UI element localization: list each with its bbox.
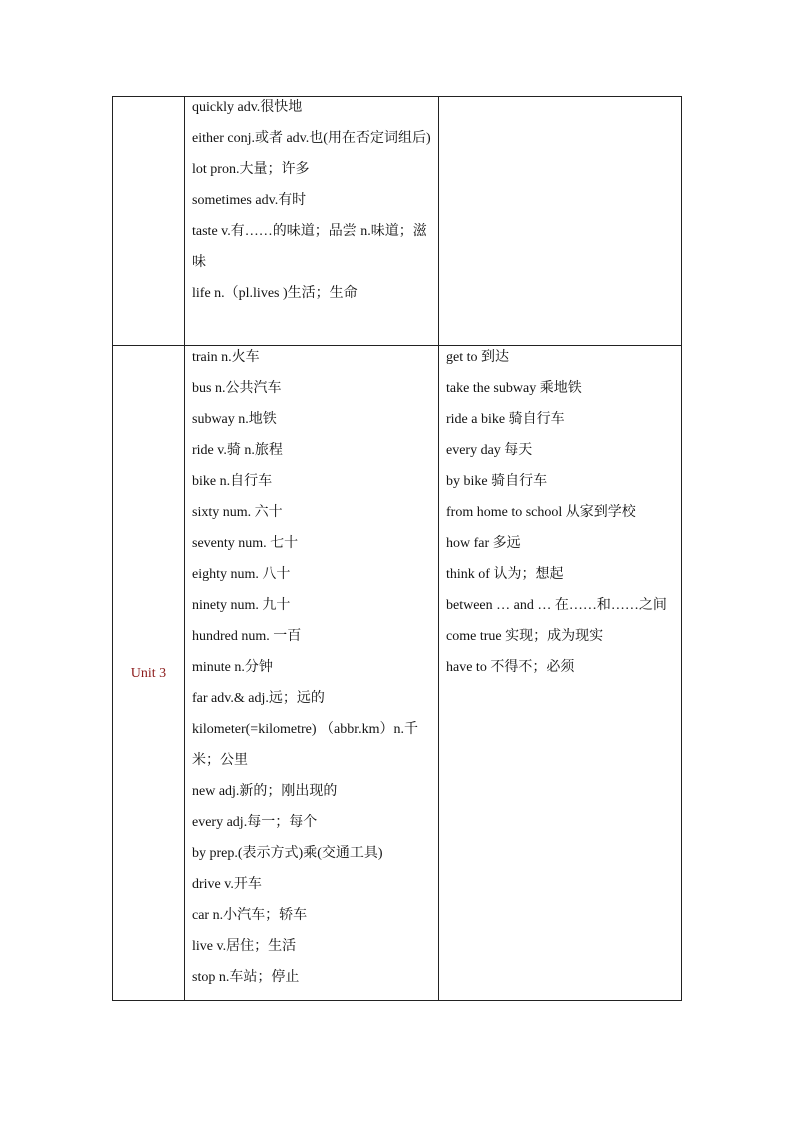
- list-item: drive v.开车: [192, 877, 262, 892]
- list-item: lot pron.大量；许多: [192, 162, 310, 177]
- list-item: every adj.每一；每个: [192, 815, 318, 830]
- phrase-list: [439, 342, 681, 683]
- list-item: train n.火车: [192, 350, 260, 365]
- list-item: think of 认为；想起: [446, 567, 564, 582]
- list-item: come true 实现；成为现实: [446, 629, 604, 644]
- words-cell: [185, 97, 439, 346]
- list-item: quickly adv.很快地: [192, 100, 303, 115]
- list-item: seventy num. 七十: [192, 536, 299, 551]
- list-item: minute n.分钟: [192, 660, 273, 675]
- list-item: new adj.新的；刚出现的: [192, 784, 338, 799]
- word-list: [185, 92, 438, 309]
- list-item: how far 多远: [446, 536, 521, 551]
- list-item: ride a bike 骑自行车: [446, 412, 565, 427]
- list-item: by bike 骑自行车: [446, 474, 548, 489]
- list-item: bus n.公共汽车: [192, 381, 282, 396]
- list-item: live v.居住；生活: [192, 939, 297, 954]
- list-item: life n.（pl.lives )生活；生命: [192, 286, 358, 301]
- list-item: take the subway 乘地铁: [446, 381, 582, 396]
- list-item: car n.小汽车；轿车: [192, 908, 308, 923]
- list-item: subway n.地铁: [192, 412, 277, 427]
- list-item: eighty num. 八十: [192, 567, 291, 582]
- unit-label: Unit 3: [130, 666, 167, 681]
- unit-cell: [113, 97, 185, 346]
- word-list: [185, 342, 438, 993]
- list-item: by prep.(表示方式)乘(交通工具): [192, 846, 383, 861]
- list-item: bike n.自行车: [192, 474, 273, 489]
- unit-cell: [113, 346, 185, 1001]
- list-item: between … and … 在……和……之间: [446, 598, 667, 613]
- table-row: [113, 346, 682, 1001]
- list-item: ninety num. 九十: [192, 598, 291, 613]
- list-item: have to 不得不；必须: [446, 660, 575, 675]
- list-item: get to 到达: [446, 350, 509, 365]
- list-item: hundred num. 一百: [192, 629, 302, 644]
- phrases-cell: [439, 97, 682, 346]
- list-item: every day 每天: [446, 443, 533, 458]
- list-item: sometimes adv.有时: [192, 193, 307, 208]
- words-cell: [185, 346, 439, 1001]
- vocabulary-table: [112, 96, 682, 1001]
- list-item: either conj.或者 adv.也(用在否定词组后): [192, 131, 431, 146]
- list-item: far adv.& adj.远；远的: [192, 691, 325, 706]
- list-item: ride v.骑 n.旅程: [192, 443, 283, 458]
- list-item: sixty num. 六十: [192, 505, 283, 520]
- table-row: [113, 97, 682, 346]
- list-item: kilometer(=kilometre) （abbr.km）n.千米；公里: [192, 722, 419, 768]
- list-item: taste v.有……的味道；品尝 n.味道；滋味: [192, 224, 427, 270]
- phrases-cell: [439, 346, 682, 1001]
- list-item: stop n.车站；停止: [192, 970, 300, 985]
- list-item: from home to school 从家到学校: [446, 505, 636, 520]
